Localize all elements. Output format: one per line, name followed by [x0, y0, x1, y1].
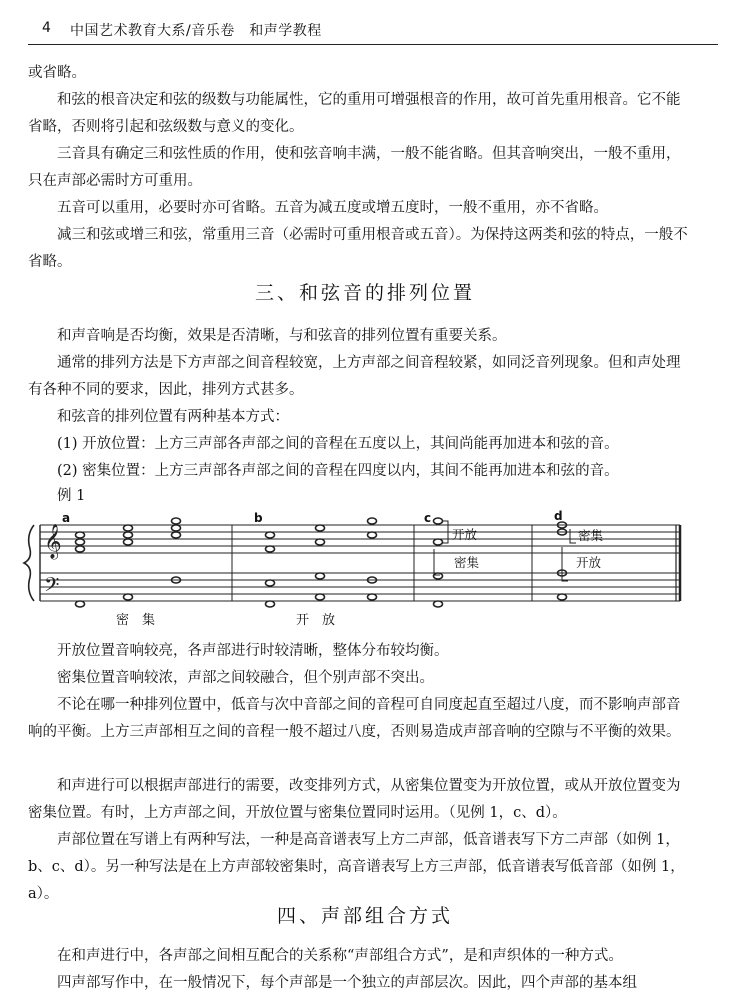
paragraph: 和弦音的排列位置有两种基本方式：: [57, 409, 289, 425]
paragraph: 在和声进行中，各声部之间相互配合的关系称“声部组合方式”，是和声织体的一种方式。: [57, 948, 623, 964]
example-label: 例 1: [57, 488, 86, 504]
paragraph: 或省略。: [28, 65, 86, 81]
music-example: [0, 505, 730, 635]
section-label-b: b: [254, 511, 263, 525]
annotation-d-upper: 密集: [578, 528, 604, 543]
svg-text:𝄞: 𝄞: [44, 524, 62, 559]
annotation-d-lower: 开放: [576, 555, 602, 570]
paragraph: (1) 开放位置：上方三声部各声部之间的音程在五度以上，其间尚能再加进本和弦的音。: [57, 436, 619, 452]
paragraph: 五音可以重用，必要时亦可省略。五音为减五度或增五度时，一般不重用，亦不省略。: [57, 200, 608, 216]
running-title: 中国艺术教育大系/音乐卷 和声学教程: [70, 23, 322, 39]
paragraph: 减三和弦或增三和弦，常重用三音（必需时可重用根音或五音）。为保持这两类和弦的特点，一般不省略。: [28, 227, 688, 270]
paragraph: 三音具有确定三和弦性质的作用，使和弦音响丰满，一般不能省略。但其音响突出，一般不重用，只在声部必需时方可重用。: [28, 146, 681, 189]
paragraph: 密集位置音响较浓，声部之间较融合，但个别声部不突出。: [57, 670, 434, 686]
paragraph: 通常的排列方法是下方声部之间音程较宽，上方声部之间音程较紧，如同泛音列现象。但和声处理有各种不同的要求，因此，排列方式甚多。: [28, 355, 681, 398]
paragraph: 和声进行可以根据声部进行的需要，改变排列方式，从密集位置变为开放位置，或从开放位置变为密集位置。有时，上方声部之间，开放位置与密集位置同时运用。（见例 1，c、d）。: [28, 778, 681, 821]
page-number: 4: [42, 20, 51, 36]
section-label-d: d: [554, 509, 563, 523]
section-label-a: a: [62, 511, 71, 525]
paragraph: 和声音响是否均衡，效果是否清晰，与和弦音的排列位置有重要关系。: [57, 328, 507, 344]
under-label-close: 密 集: [116, 613, 156, 628]
paragraph: 四声部写作中，在一般情况下，每个声部是一个独立的声部层次。因此，四个声部的基本组: [57, 975, 637, 991]
section-heading: 四、声部组合方式: [276, 905, 453, 927]
under-label-open: 开 放: [296, 613, 336, 628]
running-header: [28, 16, 718, 45]
paragraph: 不论在哪一种排列位置中，低音与次中音部之间的音程可自同度起直至超过八度，而不影响声部音响的平衡。上方三声部相互之间的音程一般不超过八度，否则易造成声部音响的空隙与不平衡的效果。: [28, 697, 681, 740]
annotation-c-upper: 开放: [452, 527, 478, 542]
annotation-c-lower: 密集: [454, 555, 480, 570]
score-staff-svg: [0, 505, 730, 635]
paragraph: 和弦的根音决定和弦的级数与功能属性，它的重用可增强根音的作用，故可首先重用根音。它不能省略，否则将引起和弦级数与意义的变化。: [28, 92, 681, 135]
svg-text:𝄢: 𝄢: [44, 573, 60, 601]
section-label-c: c: [424, 511, 432, 525]
paragraph: 声部位置在写谱上有两种写法，一种是高音谱表写上方二声部，低音谱表写下方二声部（如例 1，b、c、d）。另一种写法是在上方声部较密集时，高音谱表写上方三声部，低音谱表写低音部（如例 1，a）。: [28, 832, 685, 902]
paragraph: (2) 密集位置：上方三声部各声部之间的音程在四度以内，其间不能再加进本和弦的音。: [57, 463, 619, 479]
paragraph: 开放位置音响较亮，各声部进行时较清晰，整体分布较均衡。: [57, 643, 449, 659]
section-heading: 三、和弦音的排列位置: [254, 282, 475, 304]
